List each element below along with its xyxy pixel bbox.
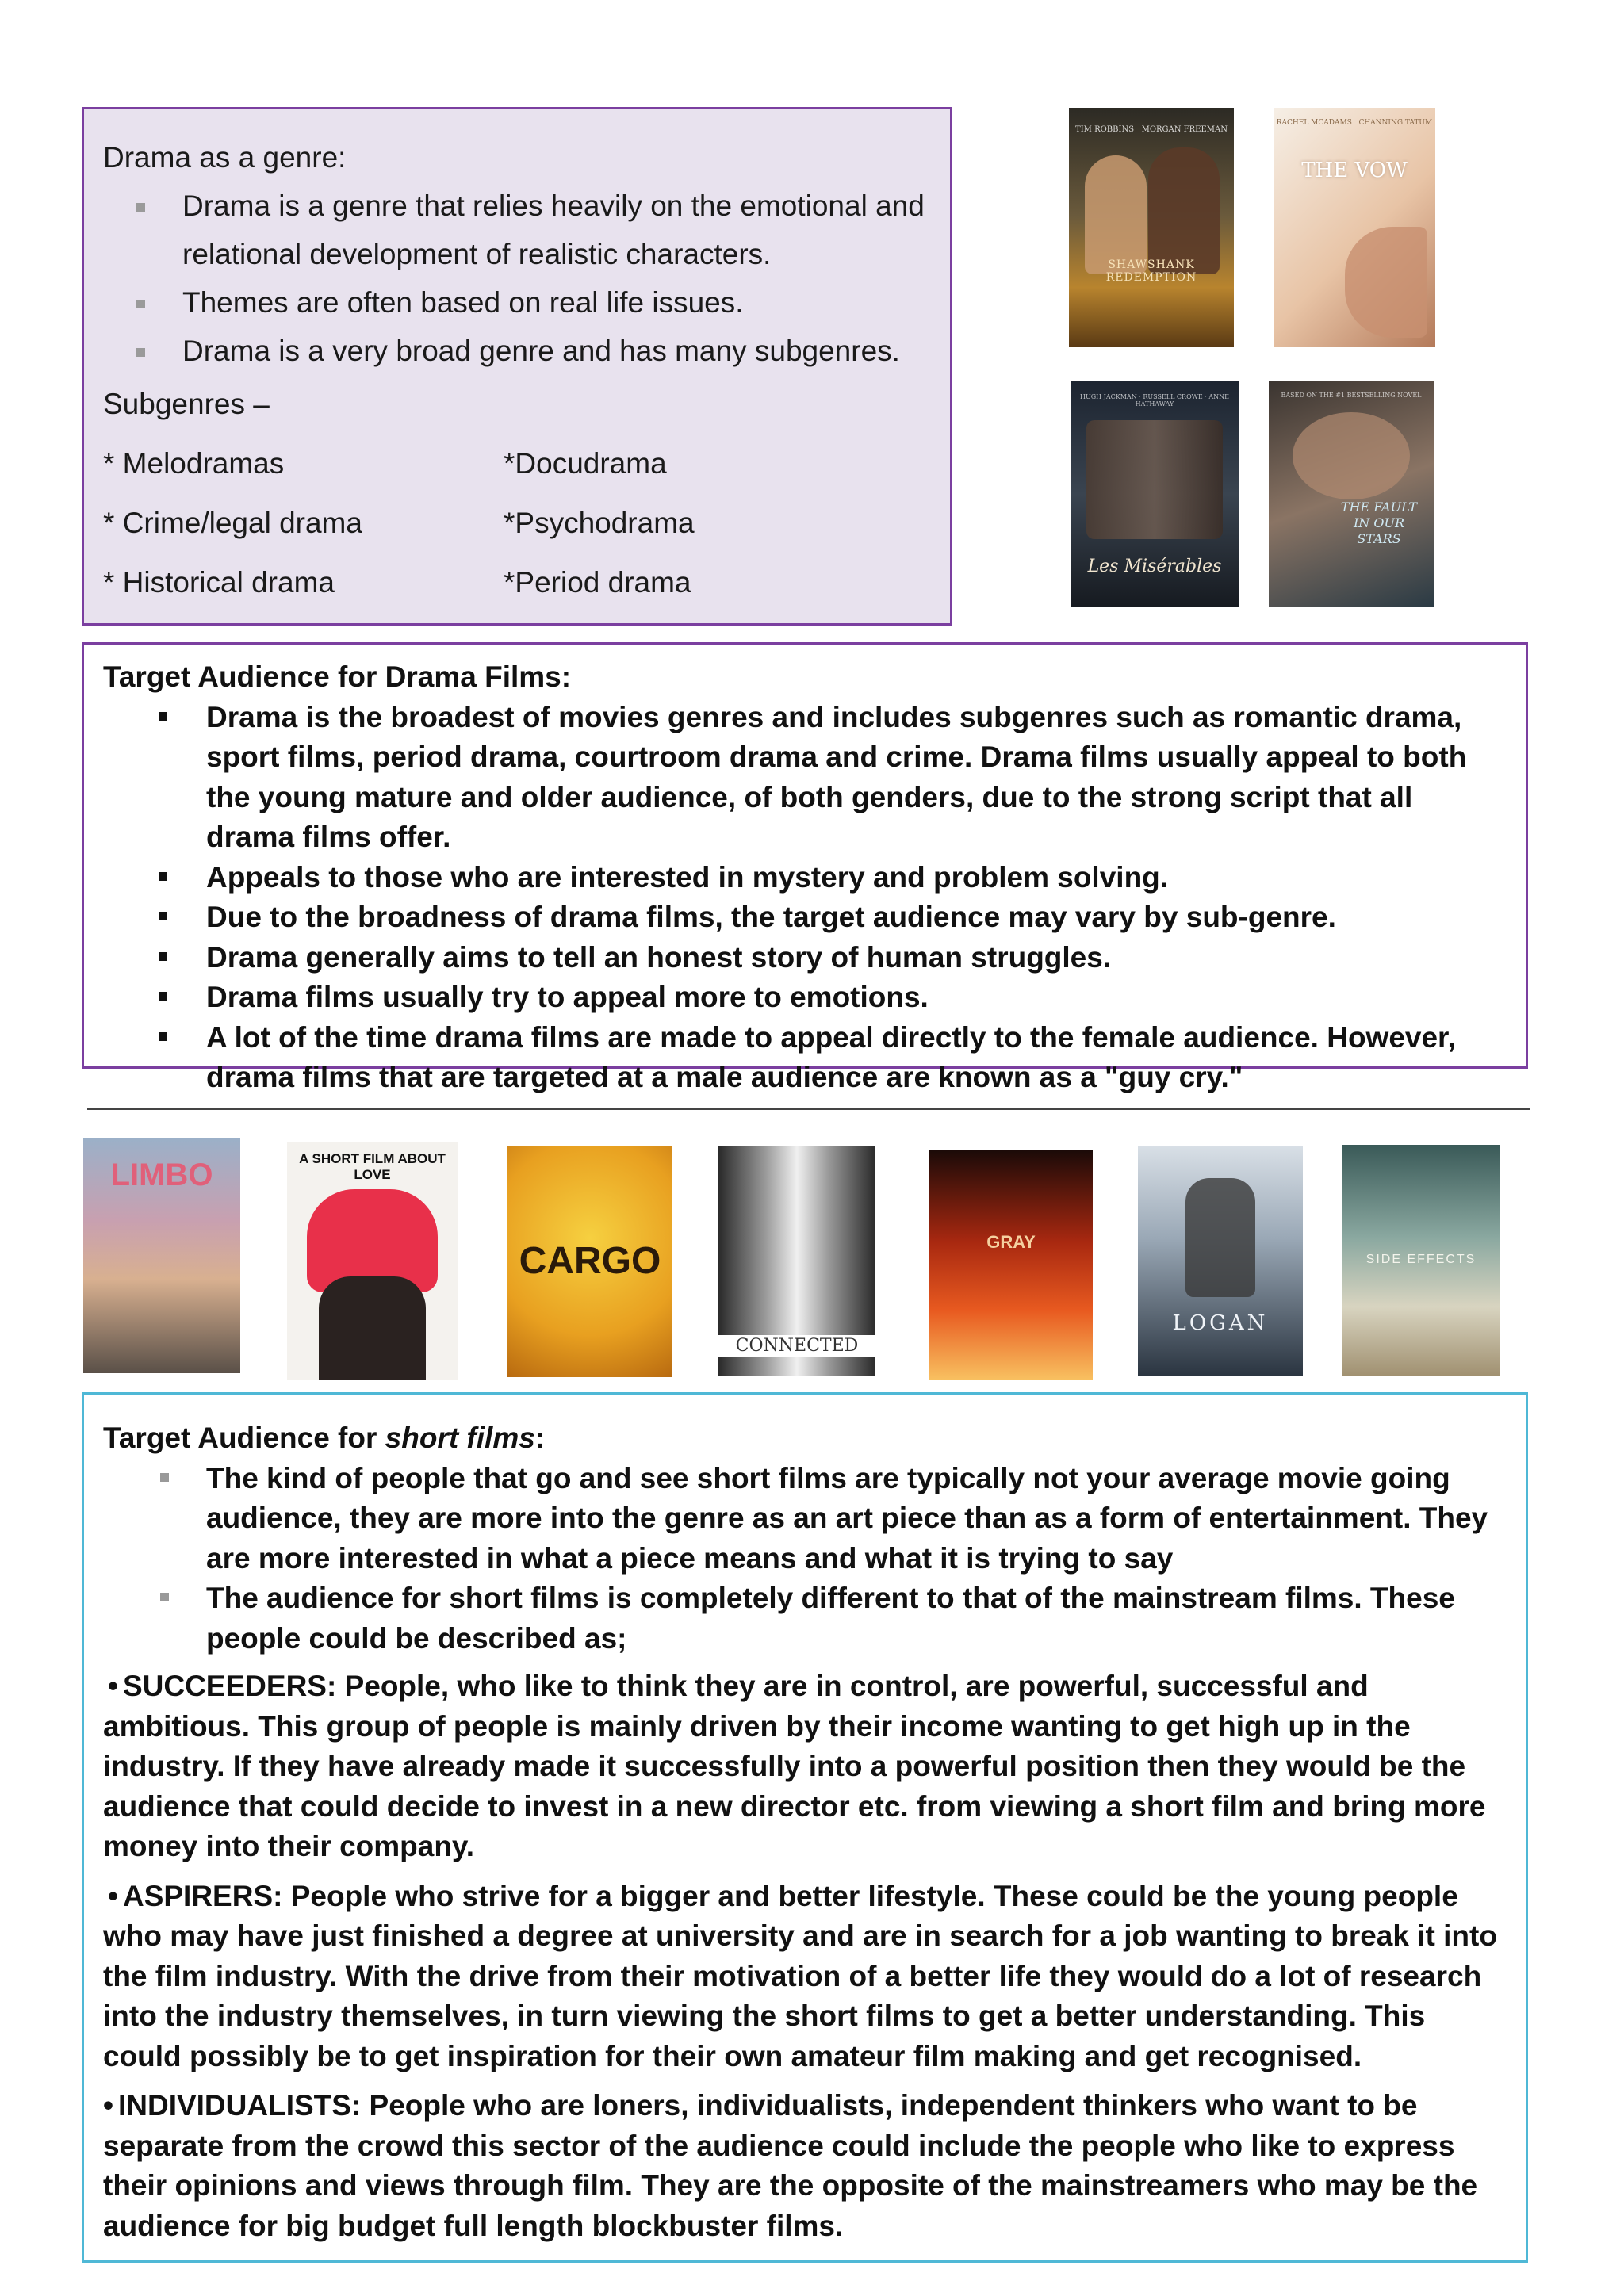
shawshank-poster: TIM ROBBINS MORGAN FREEMAN SHAWSHANK REDEMPTION: [1069, 108, 1234, 347]
list-item: Drama films usually try to appeal more to emotions.: [206, 978, 1508, 1018]
bullet-dot-icon: •: [108, 1670, 118, 1702]
poster-title: GRAY: [986, 1232, 1036, 1252]
group-aspirers: [103, 1877, 1508, 2077]
list-item: Appeals to those who are interested in mystery and problem solving.: [206, 858, 1508, 898]
poster-title: Les Misérables: [1087, 557, 1222, 576]
genre-bullet-list: [103, 182, 931, 375]
group-text: INDIVIDUALISTS: People who are loners, individualists, independent thinkers who want to be separate from the crowd this sector of the audience could include the people who like to express their opinions and views through film. They are the opposite of the mainstreamers who may be the audience for big budget full length blockbuster films.: [103, 2089, 1478, 2242]
short-audience-box: [82, 1392, 1528, 2263]
list-item: Drama generally aims to tell an honest story of human struggles.: [206, 938, 1508, 978]
group-succeeders: [103, 1667, 1508, 1867]
list-item: The audience for short films is completely different to that of the mainstream films. These people could be described as;: [206, 1578, 1508, 1659]
les-miserables-poster: HUGH JACKMAN · RUSSELL CROWE · ANNE HATHAWAY Les Misérables: [1071, 381, 1239, 607]
list-item: Themes are often based on real life issues.: [182, 278, 931, 327]
short-film-about-love-poster: [287, 1142, 458, 1380]
heading-suffix: :: [534, 1422, 546, 1454]
heading-prefix: Target Audience for: [103, 1422, 385, 1454]
subgenre-item: *Period drama: [504, 566, 691, 599]
logan-poster: [1138, 1146, 1303, 1376]
limbo-poster: [83, 1138, 240, 1373]
drama-audience-box: [82, 642, 1528, 1093]
poster-title: SIDE EFFECTS: [1365, 1253, 1477, 1266]
poster-title: CARGO: [519, 1240, 661, 1282]
poster-title: CONNECTED: [735, 1336, 859, 1356]
drama-audience-heading: Target Audience for Drama Films:: [103, 660, 572, 693]
subgenre-item: * Historical drama: [103, 566, 335, 599]
list-item: Drama is the broadest of movies genres and includes subgenres such as romantic drama, sport films, period drama, courtroom drama and crime. Drama films usually appeal to both the young mature and older audience, of both genders, due to the strong script that all drama films offer.: [206, 698, 1508, 858]
heading-italic: short films: [385, 1422, 535, 1454]
subgenre-item: * Crime/legal drama: [103, 507, 362, 539]
side-effects-poster: [1342, 1145, 1500, 1376]
subgenre-item: * Melodramas: [103, 447, 285, 480]
list-item: The kind of people that go and see short films are typically not your average movie going audience, they are more into the genre as an art piece than as a form of entertainment. They are more interested in what a piece means and what it is trying to say: [206, 1459, 1508, 1579]
subgenre-item: *Docudrama: [504, 447, 667, 480]
drama-audience-list: [103, 698, 1508, 1098]
drama-genre-box: [82, 107, 952, 626]
subgenres-label: Subgenres –: [103, 388, 270, 420]
section-divider: [87, 1108, 1530, 1110]
fault-in-our-stars-poster: BASED ON THE #1 BESTSELLING NOVEL THE FAULT IN OUR STARS: [1269, 381, 1434, 607]
group-text: SUCCEEDERS: People, who like to think they are in control, are powerful, successful and ambitious. This group of people is mainly driven by their income wanting to get high up in the industry. If they have already made it successfully into a powerful position then they would be the audience that could decide to invest in a new director etc. from viewing a short film and bring more money into their company.: [103, 1670, 1486, 1862]
bullet-dot-icon: •: [103, 2089, 113, 2122]
group-individualists: [103, 2086, 1508, 2246]
list-item: Due to the broadness of drama films, the target audience may vary by sub-genre.: [206, 897, 1508, 938]
poster-title: THE FAULT IN OUR STARS: [1340, 499, 1418, 546]
bullet-dot-icon: •: [108, 1879, 118, 1912]
cargo-poster: [508, 1146, 672, 1377]
poster-title: LOGAN: [1172, 1311, 1269, 1335]
short-audience-list: [103, 1459, 1508, 1659]
gray-poster: [929, 1150, 1093, 1380]
subgenres-grid: [103, 439, 931, 607]
list-item: Drama is a very broad genre and has many subgenres.: [182, 327, 931, 375]
list-item: Drama is a genre that relies heavily on the emotional and relational development of realistic characters.: [182, 182, 931, 278]
genre-heading: Drama as a genre:: [103, 141, 347, 174]
the-vow-poster: RACHEL MCADAMS CHANNING TATUM THE VOW: [1274, 108, 1435, 347]
poster-title: A SHORT FILM ABOUT LOVE: [299, 1151, 446, 1182]
list-item: A lot of the time drama films are made to appeal directly to the female audience. However, drama films that are targeted at a male audience are known as a "guy cry.": [206, 1018, 1508, 1098]
group-text: ASPIRERS: People who strive for a bigger and better lifestyle. These could be the young people who may have just finished a degree at university and are in search for a job wanting to break it into the film industry. With the drive from their motivation of a better life they would do a lot of research into the industry themselves, in turn viewing the short films to get a better understanding. This could possibly be to get inspiration for their own amateur film making and get recognised.: [103, 1879, 1497, 2072]
connected-poster: [718, 1146, 875, 1376]
poster-title: LIMBO: [110, 1158, 213, 1192]
subgenre-item: *Psychodrama: [504, 507, 695, 539]
poster-title: THE VOW: [1301, 159, 1408, 182]
poster-title: SHAWSHANK REDEMPTION: [1105, 258, 1197, 284]
short-audience-heading: [103, 1418, 1508, 1459]
